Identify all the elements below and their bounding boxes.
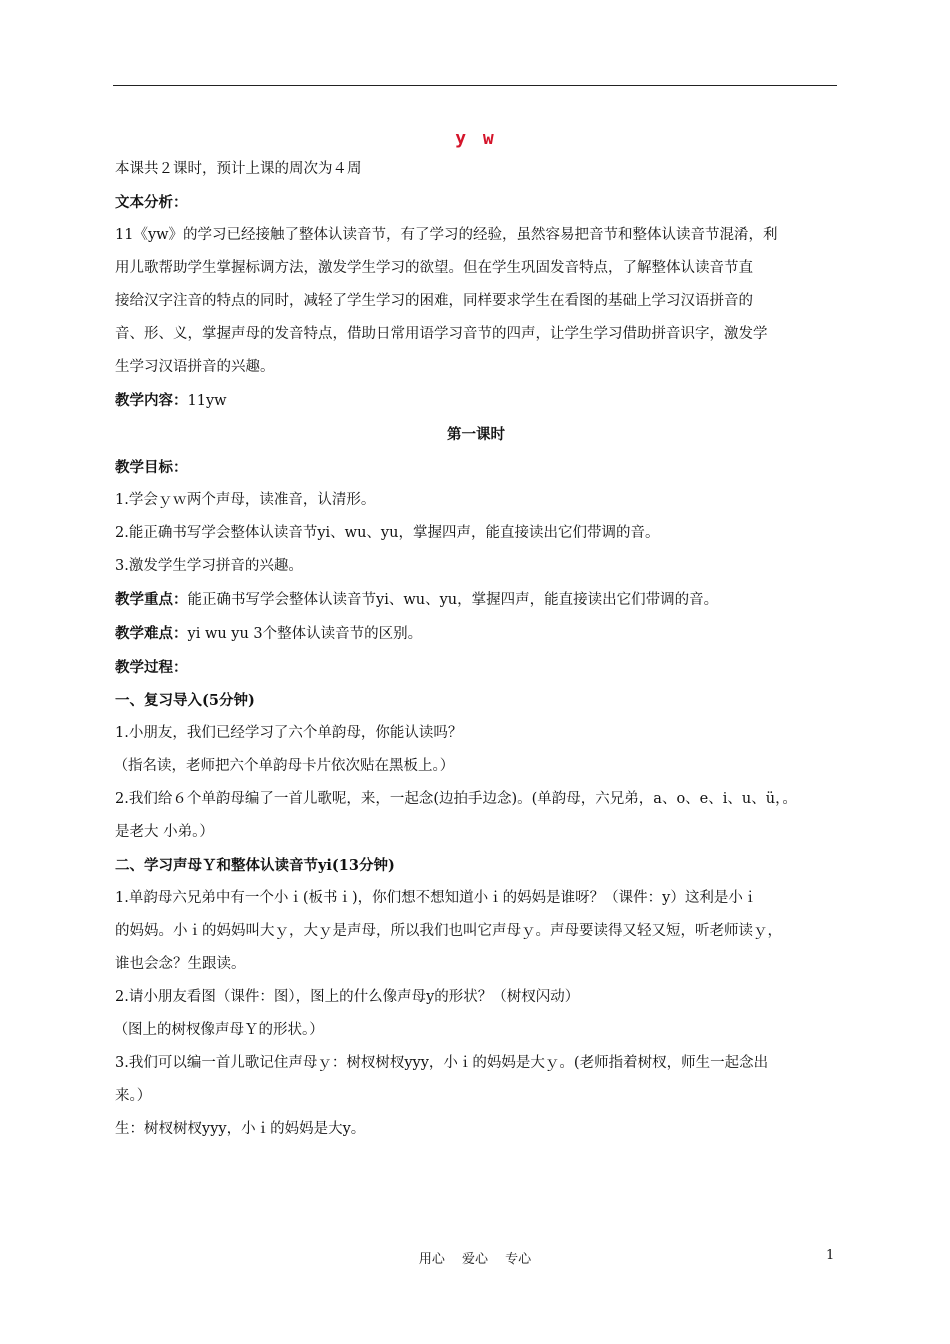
text-analysis-heading: 文本分析： <box>115 194 188 211</box>
difficulty-value: yi wu yu 3个整体认读音节的区别。 <box>187 626 423 642</box>
teaching-content-value: 11yw <box>187 393 227 409</box>
goal-item: 3.激发学生学习拼音的兴趣。 <box>115 558 303 574</box>
section2-line: 生：树杈树杈yyy，小ｉ的妈妈是大y。 <box>115 1121 366 1137</box>
key-point-label: 教学重点： <box>115 591 188 608</box>
text-analysis-line: 生学习汉语拼音的兴趣。 <box>115 359 275 375</box>
section2-heading: 二、学习声母Ｙ和整体认读音节yi(13分钟) <box>115 857 395 874</box>
document-title: y w <box>455 128 497 149</box>
section2-line: 1.单韵母六兄弟中有一个小ｉ(板书ｉ)，你们想不想知道小ｉ的妈妈是谁呀？（课件：y）这利是小ｉ <box>115 890 758 906</box>
difficulty-label: 教学难点： <box>115 625 188 642</box>
text-analysis-line: 用儿歌帮助学生掌握标调方法，激发学生学习的欲望。但在学生巩固发音特点，了解整体认读音节直 <box>115 260 753 276</box>
section2-line: 的妈妈。小ｉ的妈妈叫大ｙ，大ｙ是声母，所以我们也叫它声母ｙ。声母要读得又轻又短，听老师读ｙ， <box>115 923 782 939</box>
text-analysis-line: 接给汉字注音的特点的同时，减轻了学生学习的困难，同样要求学生在看图的基础上学习汉语拼音的 <box>115 293 753 309</box>
section2-line: 来。） <box>115 1088 152 1104</box>
teaching-content <box>115 384 837 418</box>
process-heading: 教学过程： <box>115 659 188 676</box>
lesson-intro: 本课共２课时，预计上课的周次为４周 <box>115 161 362 177</box>
footer-motto: 用心 爱心 专心 <box>418 1252 532 1267</box>
header-rule <box>113 85 837 86</box>
section1-line: 1.小朋友，我们已经学习了六个单韵母，你能认读吗？ <box>115 725 463 741</box>
text-analysis-line: 音、形、义，掌握声母的发音特点，借助日常用语学习音节的四声，让学生学习借助拼音识字，激发学 <box>115 326 768 342</box>
key-point-value: 能正确书写学会整体认读音节yi、wu、yu，掌握四声，能直接读出它们带调的音。 <box>187 592 719 608</box>
text-analysis-line: 11《yw》的学习已经接触了整体认读音节，有了学习的经验，虽然容易把音节和整体认读音节混淆，利 <box>115 227 778 243</box>
goal-item: 1.学会ｙｗ两个声母，读准音，认清形。 <box>115 492 376 508</box>
goals-heading: 教学目标： <box>115 459 188 476</box>
lesson-title: 第一课时 <box>447 426 505 443</box>
difficulty <box>115 617 837 651</box>
section2-line: （图上的树杈像声母Ｙ的形状。） <box>113 1022 324 1038</box>
section1-line: 是老大 小弟。） <box>115 824 214 840</box>
page-number: 1 <box>826 1248 835 1263</box>
section1-heading: 一、复习导入(5分钟) <box>115 692 255 709</box>
teaching-content-label: 教学内容： <box>115 392 188 409</box>
goal-item: 2.能正确书写学会整体认读音节yi、wu、yu，掌握四声，能直接读出它们带调的音。 <box>115 525 660 541</box>
section2-line: 2.请小朋友看图（课件：图），图上的什么像声母y的形状？（树杈闪动） <box>115 989 580 1005</box>
document-body <box>115 128 837 1146</box>
section1-line: （指名读，老师把六个单韵母卡片依次贴在黑板上。） <box>113 758 455 774</box>
section2-line: 3.我们可以编一首儿歌记住声母ｙ：树杈树杈yyy，小ｉ的妈妈是大ｙ。(老师指着树杈，师生一起念出 <box>115 1055 769 1071</box>
key-point <box>115 583 837 617</box>
section1-line: 2.我们给６个单韵母编了一首儿歌呢，来，一起念(边拍手边念)。(单韵母，六兄弟，a、o、e、i、u、ü，。 <box>115 791 797 807</box>
section2-line: 谁也会念？生跟读。 <box>115 956 246 972</box>
